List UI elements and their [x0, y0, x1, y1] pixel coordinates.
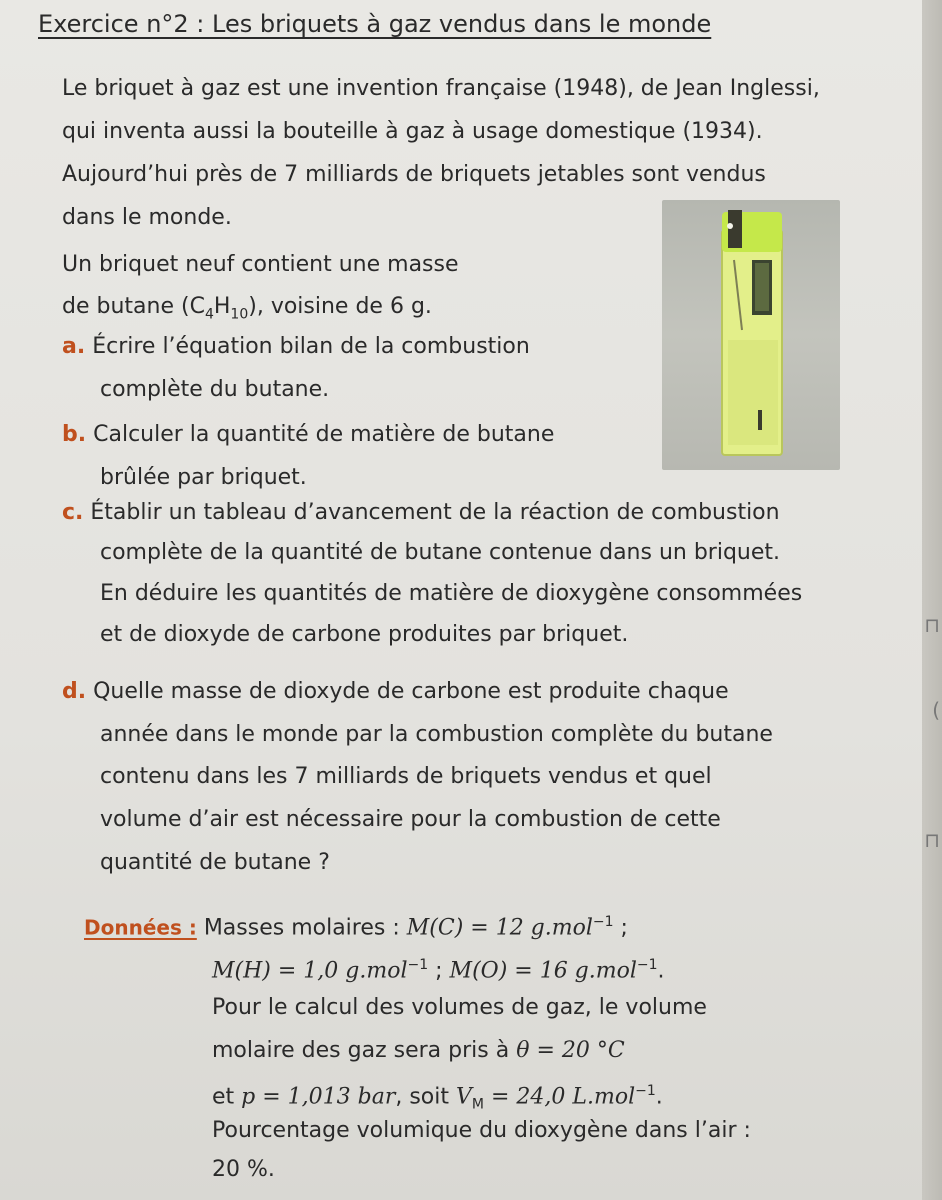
question-a-line-2: complète du butane.	[100, 377, 330, 402]
question-d-line-2: année dans le monde par la combustion complète du butane	[100, 722, 773, 747]
question-a-letter: a.	[62, 334, 86, 359]
question-d-line-5: quantité de butane ?	[100, 850, 330, 875]
question-c-line-3: En déduire les quantités de matière de dioxygène consommées	[100, 581, 803, 606]
question-c-line-4: et de dioxyde de carbone produites par briquet.	[100, 622, 629, 647]
question-a: a. Écrire l’équation bilan de la combustion	[62, 334, 530, 359]
lighter-icon	[662, 200, 840, 470]
question-c-letter: c.	[62, 500, 84, 525]
donnees-line-2: M(H) = 1,0 g.mol$^{-1}$ ; M(O) = 16 g.mol$^{-1}$.	[212, 957, 665, 984]
question-c: c. Établir un tableau d’avancement de la réaction de combustion	[62, 500, 780, 525]
donnees-line-6: Pourcentage volumique du dioxygène dans l’air :	[212, 1118, 751, 1143]
intro-line-4: dans le monde.	[62, 205, 232, 230]
butane-line: de butane $(C_4H_{10})$, voisine de 6 g.	[62, 294, 432, 323]
question-b-line-2: brûlée par briquet.	[100, 465, 307, 490]
question-d-line-3: contenu dans les 7 milliards de briquets vendus et quel	[100, 764, 712, 789]
question-d-letter: d.	[62, 679, 87, 704]
donnees-line-1: Données : Masses molaires : M(C) = 12 g.mol$^{-1}$ ;	[84, 914, 628, 941]
intro-line-1: Le briquet à gaz est une invention française (1948), de Jean Inglessi,	[62, 76, 820, 101]
intro-line-5: Un briquet neuf contient une masse	[62, 252, 459, 277]
intro-line-2: qui inventa aussi la bouteille à gaz à usage domestique (1934).	[62, 119, 763, 144]
donnees-label: Données :	[84, 915, 197, 940]
next-page-edge: ⊓ ( ⊓	[922, 0, 942, 1200]
question-d: d. Quelle masse de dioxyde de carbone est produite chaque	[62, 679, 729, 704]
donnees-line-7: 20 %.	[212, 1157, 275, 1182]
lighter-photo	[662, 200, 840, 470]
question-b-letter: b.	[62, 422, 87, 447]
intro-line-3: Aujourd’hui près de 7 milliards de briquets jetables sont vendus	[62, 162, 766, 187]
question-b: b. Calculer la quantité de matière de butane	[62, 422, 555, 447]
donnees-line-4: molaire des gaz sera pris à θ = 20 °C	[212, 1038, 625, 1063]
donnees-line-5: et p = 1,013 bar, soit $V_M = 24,0$ L.mol$^{-1}$.	[212, 1083, 663, 1113]
donnees-line-3: Pour le calcul des volumes de gaz, le volume	[212, 995, 707, 1020]
exercise-title: Exercice n°2 : Les briquets à gaz vendus dans le monde	[38, 10, 712, 38]
question-c-line-2: complète de la quantité de butane contenue dans un briquet.	[100, 540, 781, 565]
question-d-line-4: volume d’air est nécessaire pour la combustion de cette	[100, 807, 721, 832]
